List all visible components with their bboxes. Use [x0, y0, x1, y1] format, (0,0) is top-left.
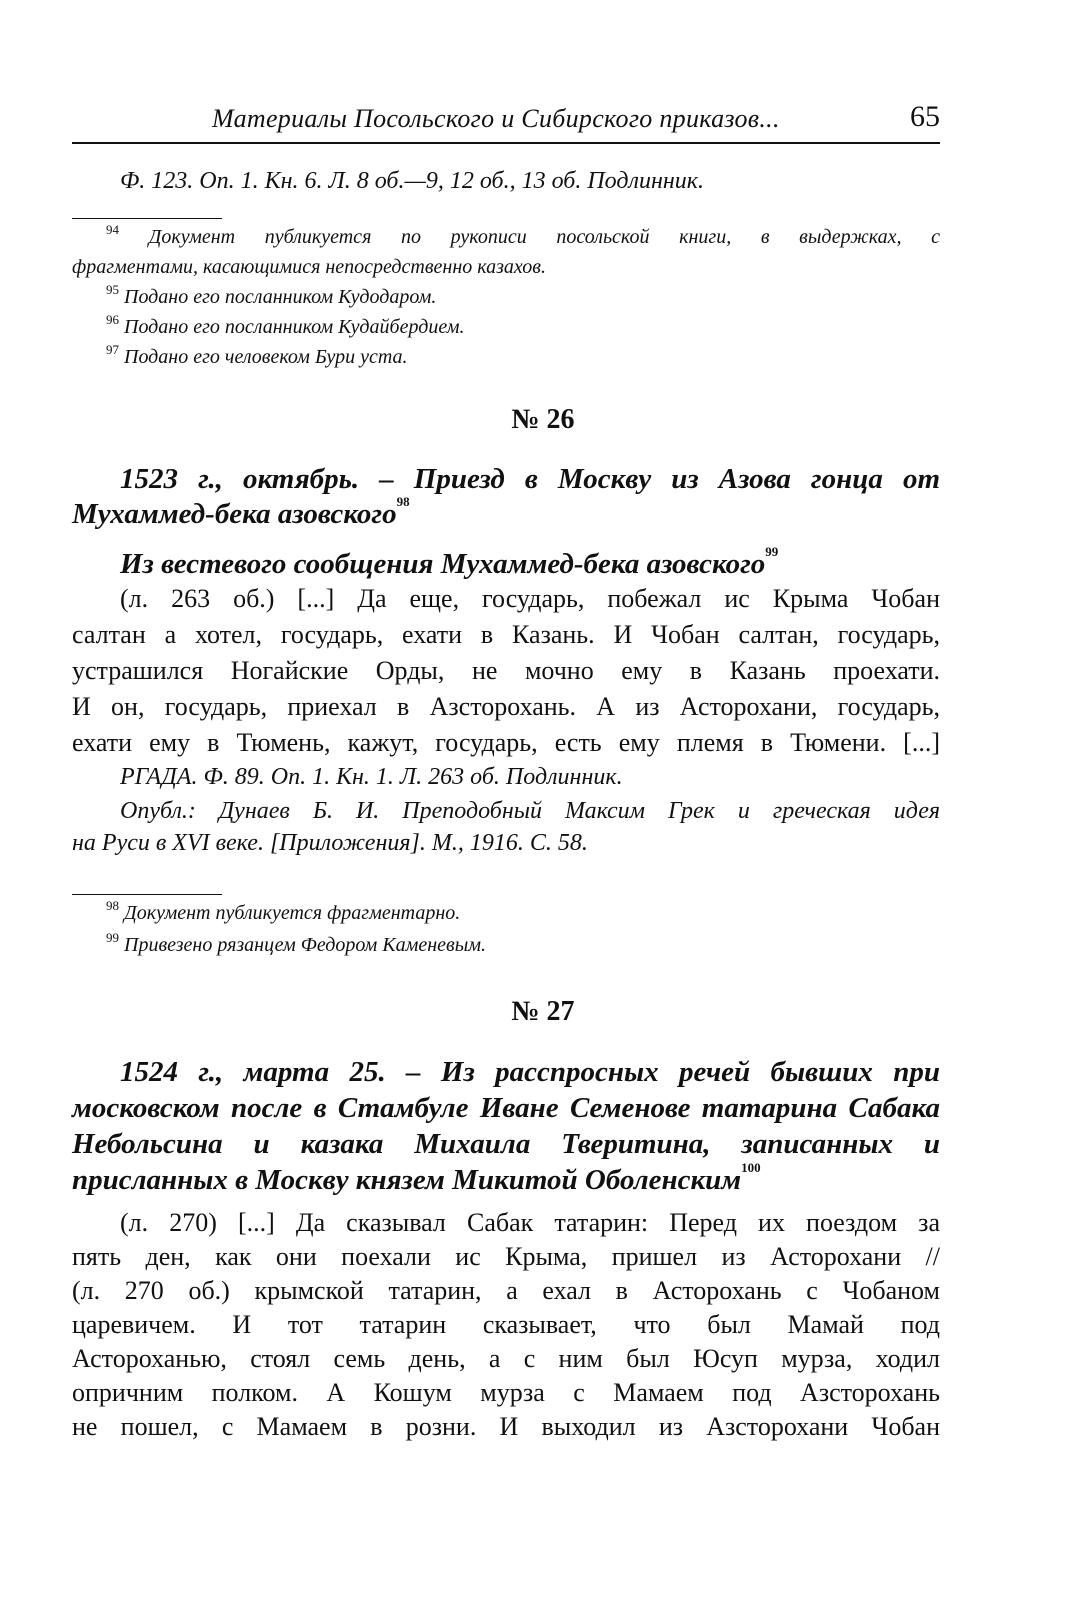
doc27-body-line: Астороханью, стоял семь день, а с ним был Юсуп мурза, ходил	[72, 1344, 940, 1373]
footnote-separator	[72, 218, 222, 219]
footnote-94-continued	[72, 256, 940, 279]
footnote-number: 95	[106, 282, 119, 297]
footnote-text: Подано его посланником Кудодаром.	[124, 286, 437, 308]
footnote-text: Привезено рязанцем Федором Каменевым.	[124, 934, 487, 956]
footnote-number: 94	[106, 222, 119, 237]
doc27-body-line: (л. 270 об.) крымской татарин, а ехал в Асторохань с Чобаном	[72, 1276, 940, 1305]
running-title: Материалы Посольского и Сибирского приказов...	[212, 104, 780, 133]
doc26-heading-line2	[72, 494, 940, 531]
doc27-heading-line: московском после в Стамбуле Иване Семенове татарина Сабака	[72, 1092, 940, 1124]
doc27-heading-last	[72, 1160, 940, 1197]
doc27-body-line: опричним полком. А Кошум мурза с Мамаем под Азсторохань	[72, 1378, 940, 1407]
source-reference: Ф. 123. Оп. 1. Кн. 6. Л. 8 об.—9, 12 об., 13 об. Подлинник.	[120, 168, 704, 194]
footnote-text: Подано его посланником Кудайбердием.	[124, 316, 465, 338]
footnote-ref: 99	[765, 544, 779, 559]
doc26-body-line: (л. 263 об.) [...] Да еще, государь, побежал ис Крыма Чобан	[120, 584, 940, 613]
footnote-text: Документ публикуется по рукописи посольской книги, в выдержках, с	[148, 226, 940, 248]
doc26-subheading-text: Из вестевого сообщения Мухаммед-бека азовского	[120, 548, 766, 580]
doc26-heading-text: Мухаммед-бека азовского	[72, 498, 397, 530]
footnote-separator	[72, 894, 222, 895]
footnote-number: 98	[106, 898, 119, 913]
doc27-body-line: не пошел, с Мамаем в розни. И выходил из Азсторохани Чобан	[72, 1412, 940, 1441]
document-number-27: № 27	[511, 996, 575, 1027]
footnote-ref: 100	[741, 1160, 761, 1175]
footnote-99	[106, 930, 974, 957]
footnote-text: Подано его человеком Бури уста.	[124, 346, 408, 368]
doc26-heading-line1: 1523 г., октябрь. – Приезд в Москву из Азова гонца от	[120, 463, 940, 495]
doc27-heading-line: Небольсина и казака Михаила Тверитина, записанных и	[72, 1128, 940, 1160]
footnote-ref: 98	[396, 494, 410, 509]
doc27-body-line: царевичем. И тот татарин сказывает, что был Мамай под	[72, 1310, 940, 1339]
footnote-number: 96	[106, 312, 119, 327]
footnote-94	[72, 222, 940, 249]
doc26-body-line: ехати ему в Тюмень, кажут, государь, есть ему племя в Тюмени. [...]	[72, 728, 940, 757]
footnote-98	[106, 898, 974, 925]
archive-reference: РГАДА. Ф. 89. Оп. 1. Кн. 1. Л. 263 об. Подлинник.	[120, 764, 623, 790]
footnote-number: 99	[106, 930, 119, 945]
page-number: 65	[910, 100, 940, 133]
doc27-body-line: пять ден, как они поехали ис Крыма, пришел из Асторохани //	[72, 1242, 940, 1271]
doc26-body-line: салтан а хотел, государь, ехати в Казань. И Чобан салтан, государь,	[72, 620, 940, 649]
footnote-number: 97	[106, 342, 119, 357]
publication-line2: на Руси в XVI веке. [Приложения]. М., 1916. С. 58.	[72, 830, 588, 856]
document-number-26: № 26	[511, 404, 575, 435]
doc27-heading-text: присланных в Москву князем Микитой Оболенским	[72, 1164, 742, 1196]
running-header	[72, 98, 940, 144]
footnote-95	[106, 282, 974, 309]
footnote-text: Документ публикуется фрагментарно.	[124, 902, 461, 924]
doc27-heading-line: 1524 г., марта 25. – Из расспросных речей бывших при	[120, 1056, 940, 1088]
doc26-body-line: устрашился Ногайские Орды, не мочно ему в Казань проехати.	[72, 656, 940, 685]
doc27-body-line: (л. 270) [...] Да сказывал Сабак татарин: Перед их поездом за	[120, 1208, 940, 1237]
footnote-97	[106, 342, 974, 369]
doc26-body-line: И он, государь, приехал в Азсторохань. А из Асторохани, государь,	[72, 692, 940, 721]
footnote-96	[106, 312, 974, 339]
doc26-subheading	[120, 544, 988, 581]
footnote-text: фрагментами, касающимися непосредственно казахов.	[72, 256, 546, 278]
publication-line1: Опубл.: Дунаев Б. И. Преподобный Максим Грек и греческая идея	[120, 798, 940, 824]
